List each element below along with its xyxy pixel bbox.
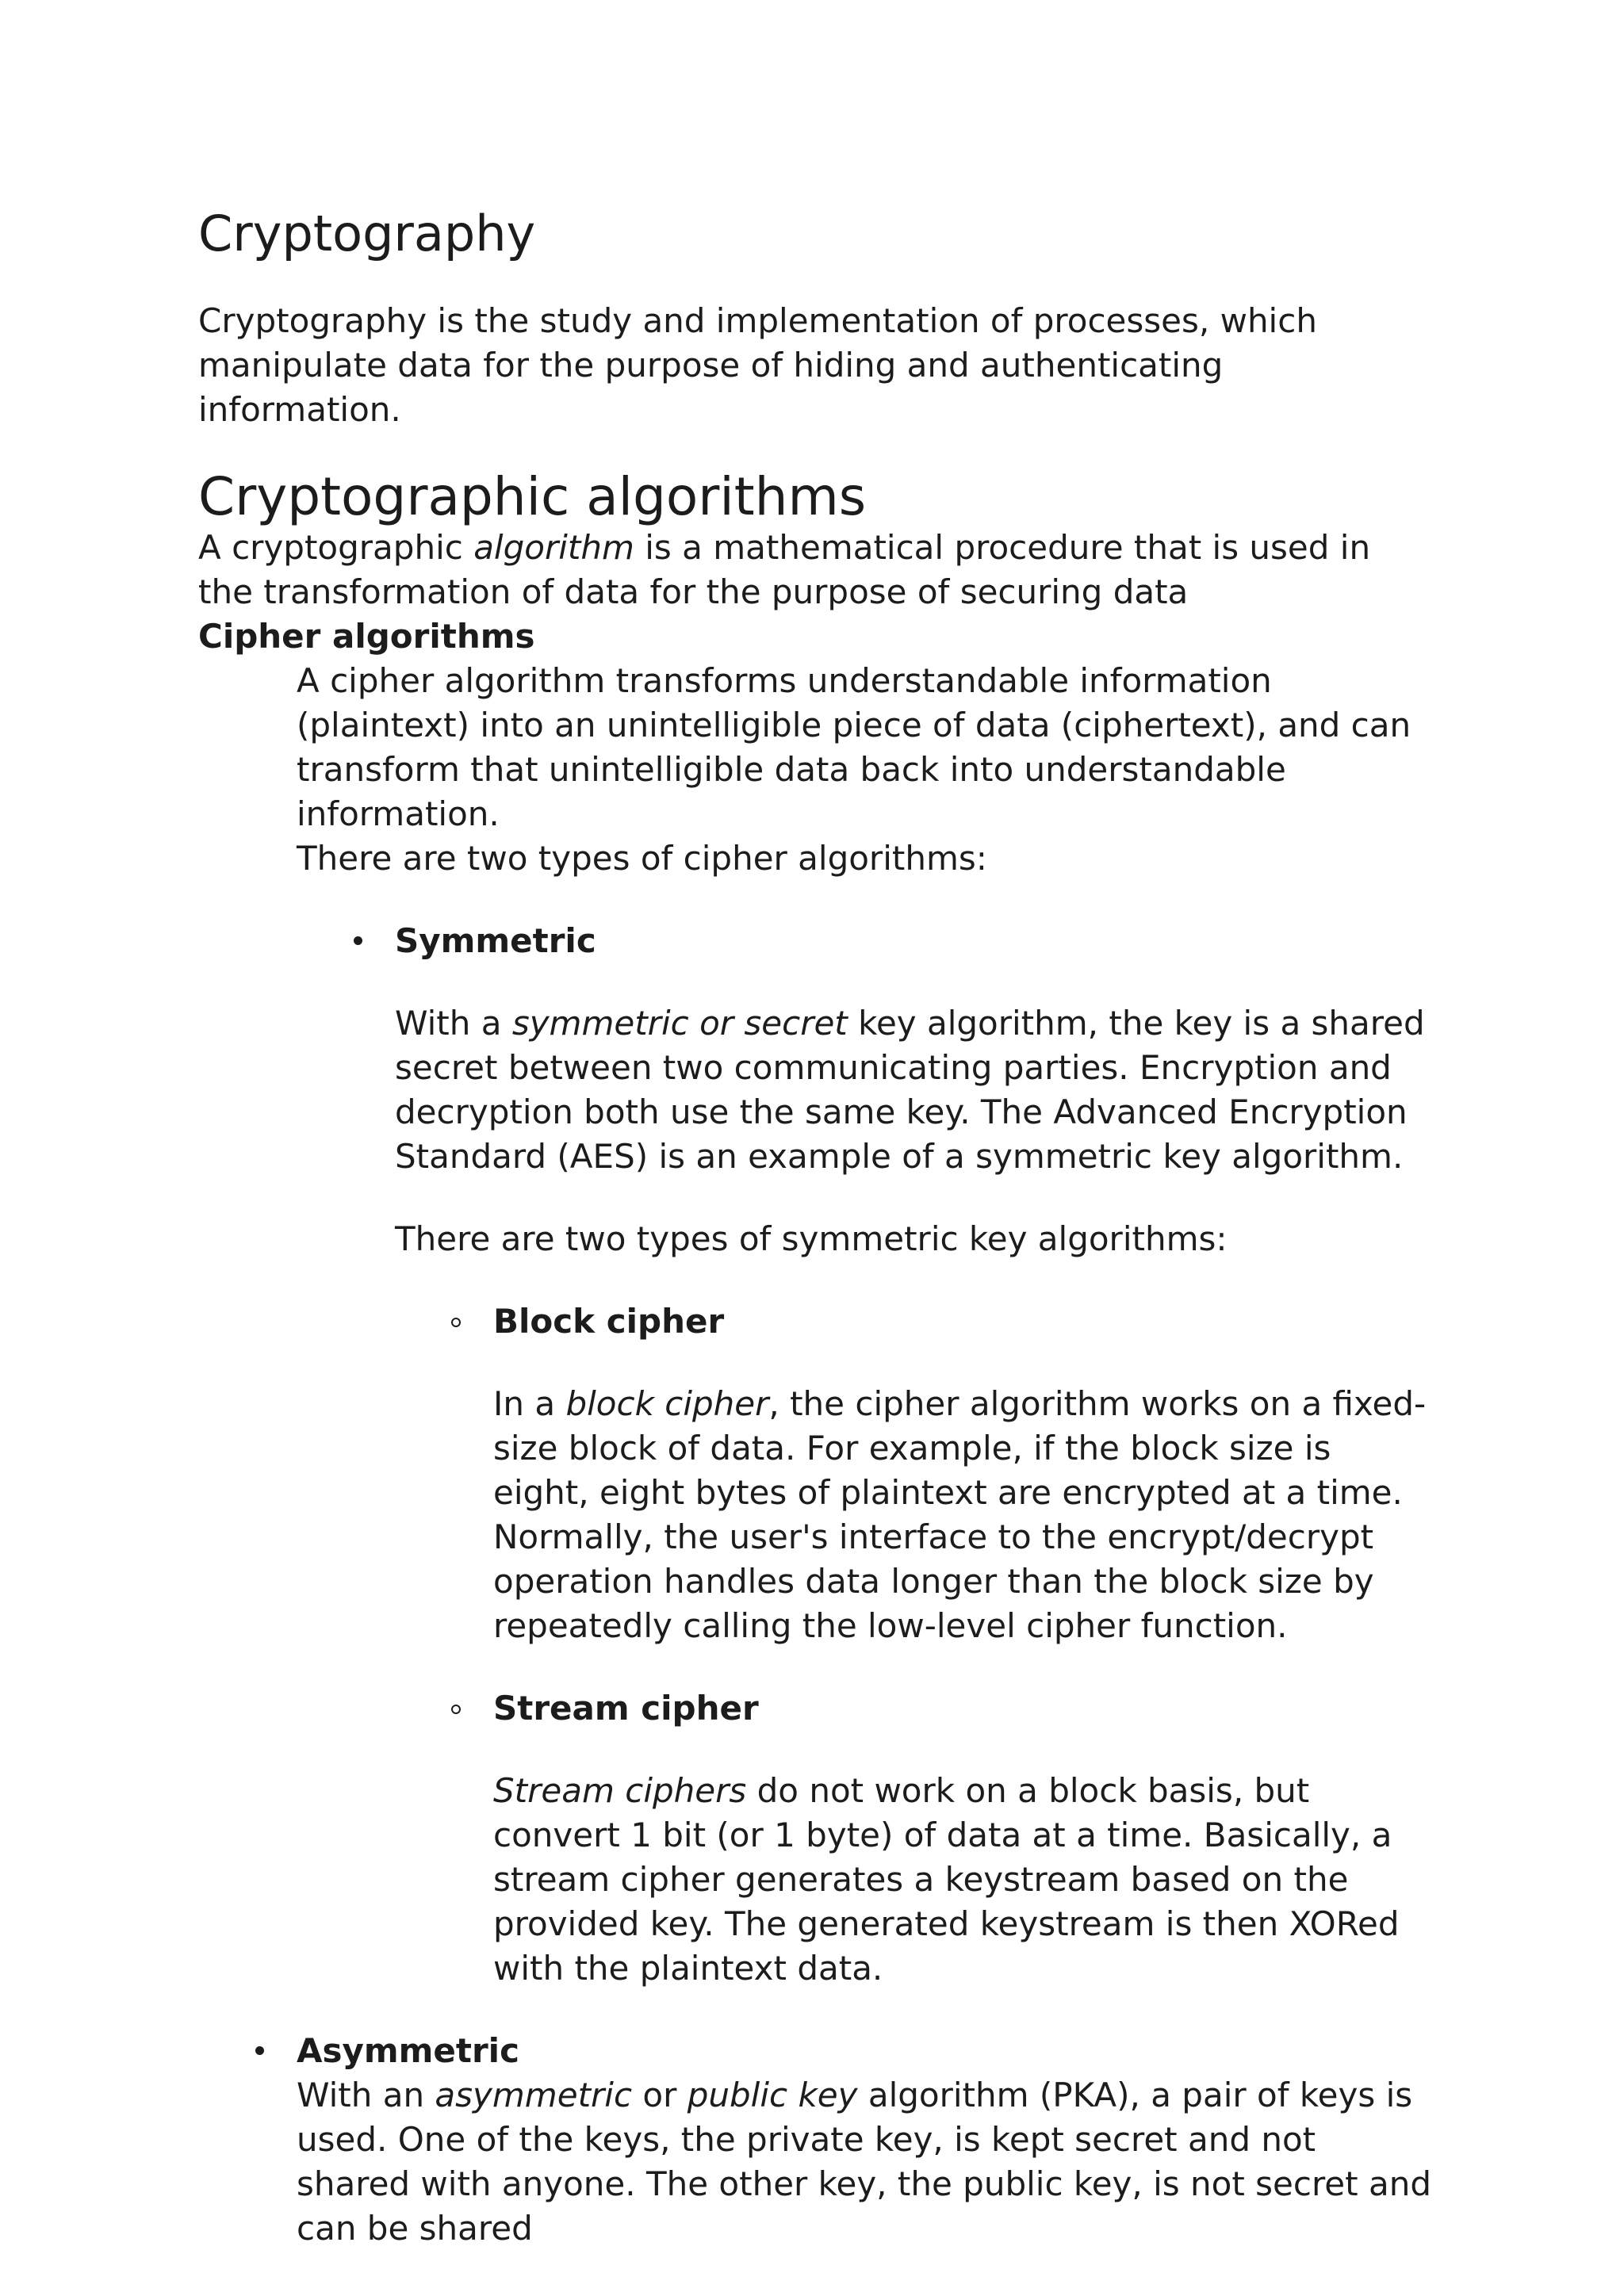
bullet-circle-icon <box>444 1686 468 1731</box>
asymmetric-desc-em1: asymmetric <box>435 2076 633 2114</box>
page-title: Cryptography <box>198 205 536 262</box>
symmetric-desc-em: symmetric or secret <box>511 1004 848 1043</box>
stream-cipher-desc-after: do not work on a block basis, but convert 1 bit (or 1 byte) of data at a time. Basically, a stream cipher generates a keystream based on the provided key. The generated keystream is then XORed with the plaintext data. <box>493 1771 1400 1988</box>
asymmetric-desc-mid: or <box>632 2076 688 2114</box>
asymmetric-label: Asymmetric <box>297 2031 519 2070</box>
intro-paragraph: Cryptography is the study and implementation of processes, which manipulate data for the purpose of hiding and authenticating information. <box>198 301 1317 429</box>
symmetric-description <box>395 1001 1435 1179</box>
asymmetric-list-item <box>297 2029 1435 2251</box>
document-page <box>198 202 1435 2251</box>
section-heading: Cryptographic algorithms <box>198 466 867 527</box>
bullet-dot-icon <box>346 919 370 963</box>
symmetric-desc-after: key algorithm, the key is a shared secret between two communicating parties. Encryption and decryption both use the same key. The Advanced Encryption Standard (AES) is an example of a symmetric key algorithm. <box>395 1004 1425 1176</box>
asymmetric-desc-before: With an <box>297 2076 435 2114</box>
block-cipher-desc-after: , the cipher algorithm works on a fixed-size block of data. For example, if the block size is eight, eight bytes of plaintext are encrypted at a time. Normally, the user's interface to the encrypt/decrypt operation handles data longer than the block size by repeatedly calling the low-level cipher function. <box>493 1384 1427 1645</box>
stream-cipher-bullet-row <box>493 1686 1435 1731</box>
cipher-types-intro: There are two types of cipher algorithms: <box>297 839 987 878</box>
stream-cipher-description <box>493 1769 1435 1991</box>
symmetric-types-intro: There are two types of symmetric key algorithms: <box>395 1219 1228 1258</box>
asymmetric-desc-em2: public key <box>687 2076 858 2114</box>
cipher-definition-text: A cipher algorithm transforms understandable information (plaintext) into an unintelligible piece of data (ciphertext), and can transform that unintelligible data back into understandable information. <box>297 661 1411 833</box>
asymmetric-bullet-row <box>297 2029 1435 2073</box>
section-intro-after: is a mathematical procedure that is used in the transformation of data for the purpose of securing data <box>198 528 1371 611</box>
block-cipher-bullet-row <box>493 1299 1435 1344</box>
section-intro-em: algorithm <box>473 528 634 567</box>
block-cipher-label: Block cipher <box>493 1302 725 1341</box>
asymmetric-desc-after: algorithm (PKA), a pair of keys is used. One of the keys, the private key, is kept secret and not shared with anyone. The other key, the public key, is not secret and can be shared <box>297 2076 1431 2248</box>
stream-cipher-desc-em: Stream ciphers <box>493 1771 747 1810</box>
stream-cipher-label: Stream cipher <box>493 1689 759 1728</box>
block-cipher-description <box>493 1382 1435 1648</box>
symmetric-desc-before: With a <box>395 1004 512 1043</box>
section-intro-before: A cryptographic <box>198 528 474 567</box>
bullet-dot-icon <box>247 2029 271 2073</box>
symmetric-list-item <box>395 919 1435 1991</box>
cipher-algorithms-definition <box>297 659 1435 2251</box>
block-cipher-desc-before: In a <box>493 1384 566 1423</box>
block-cipher-desc-em: block cipher <box>565 1384 769 1423</box>
section-intro-paragraph <box>198 526 1435 614</box>
stream-cipher-list-item <box>493 1686 1435 1991</box>
symmetric-label: Symmetric <box>395 921 596 960</box>
cipher-algorithms-term: Cipher algorithms <box>198 617 535 656</box>
symmetric-bullet-row <box>395 919 1435 963</box>
bullet-circle-icon <box>444 1299 468 1344</box>
block-cipher-list-item <box>493 1299 1435 1648</box>
asymmetric-description <box>297 2073 1435 2251</box>
